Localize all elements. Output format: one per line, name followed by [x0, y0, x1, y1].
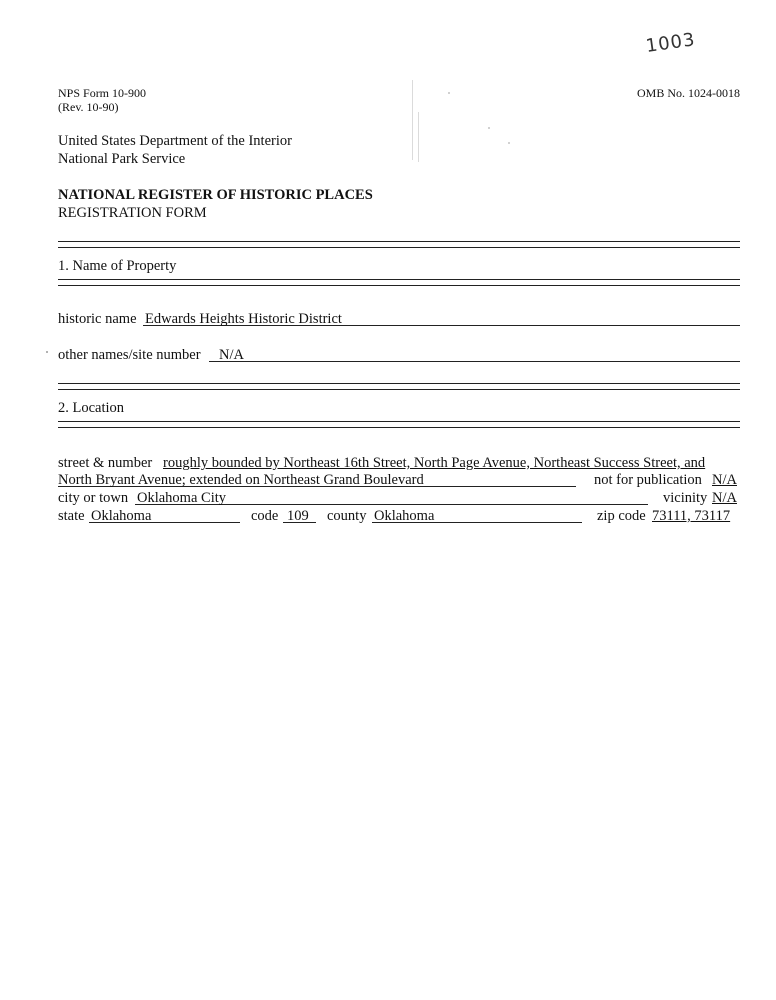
faint-stamp-mark	[408, 72, 548, 172]
street-value-line2: North Bryant Avenue; extended on Northeast Grand Boulevard	[58, 472, 424, 488]
street-value-line1: roughly bounded by Northeast 16th Street, North Page Avenue, Northeast Success Street, and	[163, 455, 706, 471]
other-names-label: other names/site number	[58, 347, 201, 363]
zip-label: zip code	[597, 508, 646, 524]
department-name: United States Department of the Interior	[58, 133, 292, 149]
section-1-heading: 1. Name of Property	[58, 258, 177, 274]
city-value: Oklahoma City	[137, 490, 227, 506]
other-names-value: N/A	[219, 347, 244, 363]
code-value: 109	[287, 508, 309, 524]
form-revision: (Rev. 10-90)	[58, 100, 119, 114]
section-divider	[58, 279, 740, 286]
historic-name-value: Edwards Heights Historic District	[145, 311, 342, 327]
speck	[46, 351, 48, 353]
zip-value: 73111, 73117	[652, 508, 731, 524]
city-label: city or town	[58, 490, 129, 506]
form-number: NPS Form 10-900	[58, 86, 147, 100]
service-name: National Park Service	[58, 151, 186, 167]
not-for-publication-value: N/A	[712, 472, 737, 488]
form-subtitle: REGISTRATION FORM	[58, 205, 207, 221]
not-for-publication-label: not for publication	[594, 472, 702, 488]
code-label: code	[251, 508, 279, 524]
section-divider	[58, 383, 740, 390]
other-names-line	[209, 361, 740, 362]
state-label: state	[58, 508, 85, 524]
section-2-heading: 2. Location	[58, 400, 125, 416]
county-label: county	[327, 508, 367, 524]
section-divider	[58, 421, 740, 428]
street-label: street & number	[58, 455, 153, 471]
historic-name-label: historic name	[58, 311, 137, 327]
vicinity-label: vicinity	[663, 490, 708, 506]
county-value: Oklahoma	[374, 508, 435, 524]
form-title: NATIONAL REGISTER OF HISTORIC PLACES	[58, 187, 373, 203]
state-value: Oklahoma	[91, 508, 152, 524]
omb-number: OMB No. 1024-0018	[636, 86, 740, 100]
handwritten-page-number: 1003	[644, 29, 697, 57]
vicinity-value: N/A	[712, 490, 737, 506]
section-divider	[58, 241, 740, 248]
